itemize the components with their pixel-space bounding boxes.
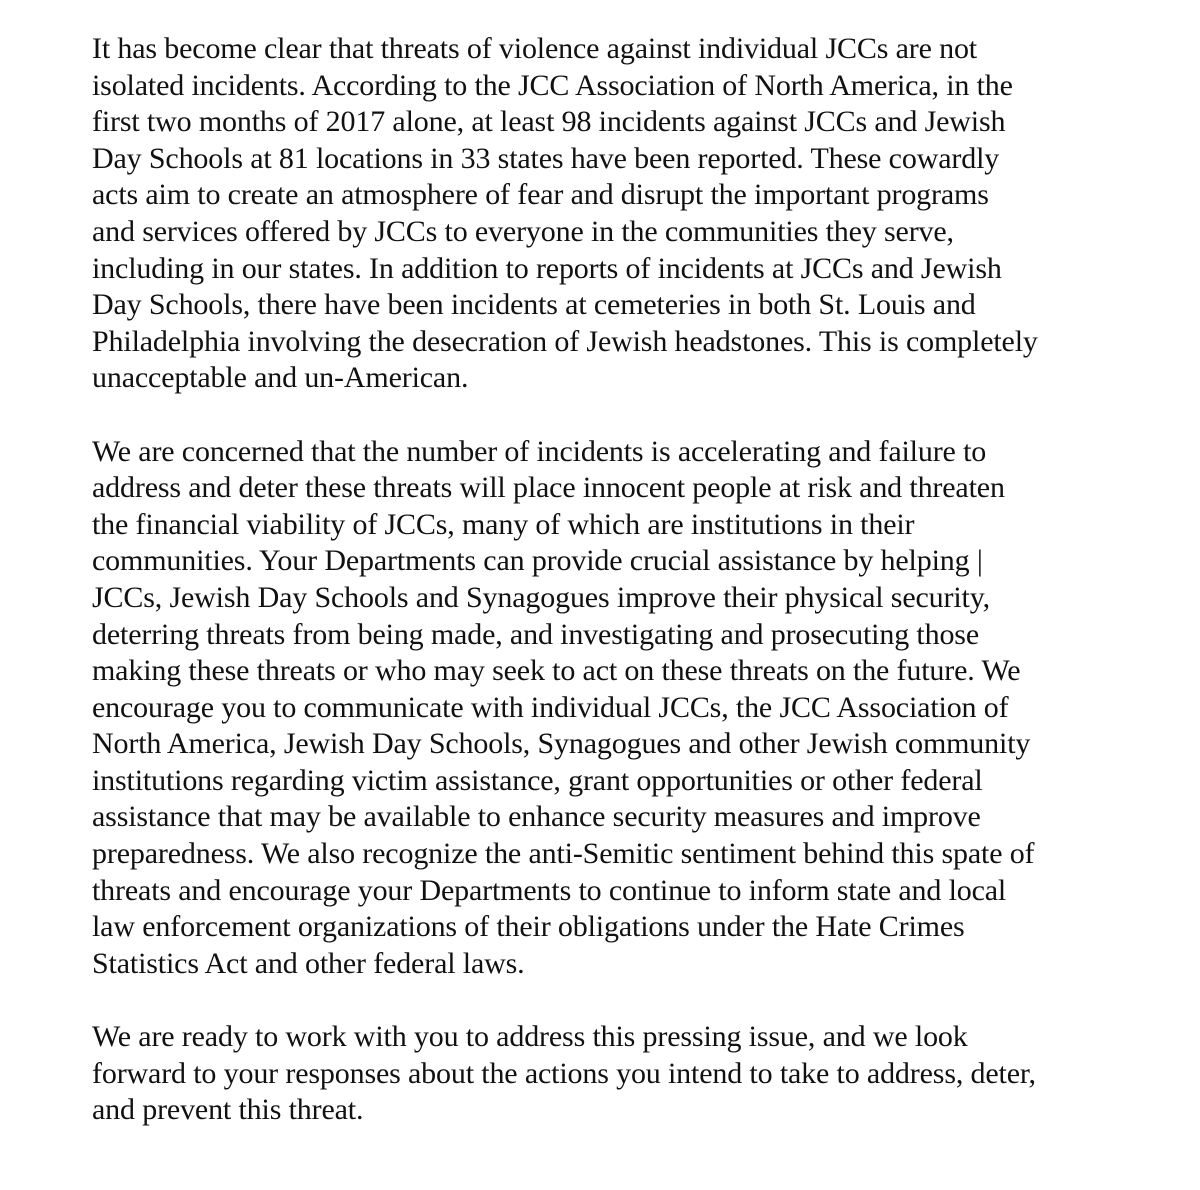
paragraph-line: address and deter these threats will place innocent people at risk and threaten — [92, 471, 1005, 505]
paragraph-threats-not-isolated — [92, 31, 1172, 397]
paragraph-line: Philadelphia involving the desecration of Jewish headstones. This is completely — [92, 324, 1038, 358]
paragraph-line: North America, Jewish Day Schools, Synagogues and other Jewish community — [92, 727, 1031, 761]
paragraph-line: isolated incidents. According to the JCC Association of North America, in the — [92, 68, 1013, 102]
paragraph-line: making these threats or who may seek to act on these threats on the future. We — [92, 654, 1021, 688]
paragraph-line: It has become clear that threats of violence against individual JCCs are not — [92, 32, 977, 65]
paragraph-line: Day Schools, there have been incidents at cemeteries in both St. Louis and — [92, 288, 976, 322]
paragraph-line: We are ready to work with you to address this pressing issue, and we look — [92, 1020, 968, 1054]
letter-page — [92, 31, 1172, 1129]
paragraph-line: and prevent this threat. — [92, 1093, 364, 1127]
paragraph-line: threats and encourage your Departments to continue to inform state and local — [92, 873, 1007, 907]
paragraph-line: JCCs, Jewish Day Schools and Synagogues improve their physical security, — [92, 580, 990, 614]
paragraph-concern-and-request — [92, 434, 1172, 983]
paragraph-spacer — [92, 982, 1172, 1019]
paragraph-line: unacceptable and un-American. — [92, 361, 469, 395]
paragraph-line: Statistics Act and other federal laws. — [92, 946, 525, 980]
paragraph-line: the financial viability of JCCs, many of which are institutions in their — [92, 507, 915, 541]
paragraph-spacer — [92, 397, 1172, 434]
paragraph-line: assistance that may be available to enhance security measures and improve — [92, 800, 981, 834]
paragraph-line: institutions regarding victim assistance, grant opportunities or other federal — [92, 763, 983, 797]
paragraph-closing — [92, 1019, 1172, 1129]
paragraph-line: Day Schools at 81 locations in 33 states have been reported. These cowardly — [92, 141, 1000, 175]
paragraph-line: first two months of 2017 alone, at least 98 incidents against JCCs and Jewish — [92, 105, 1006, 139]
paragraph-line: deterring threats from being made, and investigating and prosecuting those — [92, 617, 979, 651]
paragraph-line: encourage you to communicate with individual JCCs, the JCC Association of — [92, 690, 1009, 724]
paragraph-line: acts aim to create an atmosphere of fear and disrupt the important programs — [92, 178, 989, 212]
paragraph-line: communities. Your Departments can provide crucial assistance by helping | — [92, 544, 983, 578]
paragraph-line: and services offered by JCCs to everyone in the communities they serve, — [92, 214, 954, 248]
paragraph-line: law enforcement organizations of their obligations under the Hate Crimes — [92, 910, 965, 944]
paragraph-line: preparedness. We also recognize the anti-Semitic sentiment behind this spate of — [92, 837, 1035, 871]
paragraph-line: including in our states. In addition to reports of incidents at JCCs and Jewish — [92, 251, 1002, 285]
paragraph-line: forward to your responses about the actions you intend to take to address, deter, — [92, 1056, 1036, 1090]
paragraph-line: We are concerned that the number of incidents is accelerating and failure to — [92, 434, 987, 468]
